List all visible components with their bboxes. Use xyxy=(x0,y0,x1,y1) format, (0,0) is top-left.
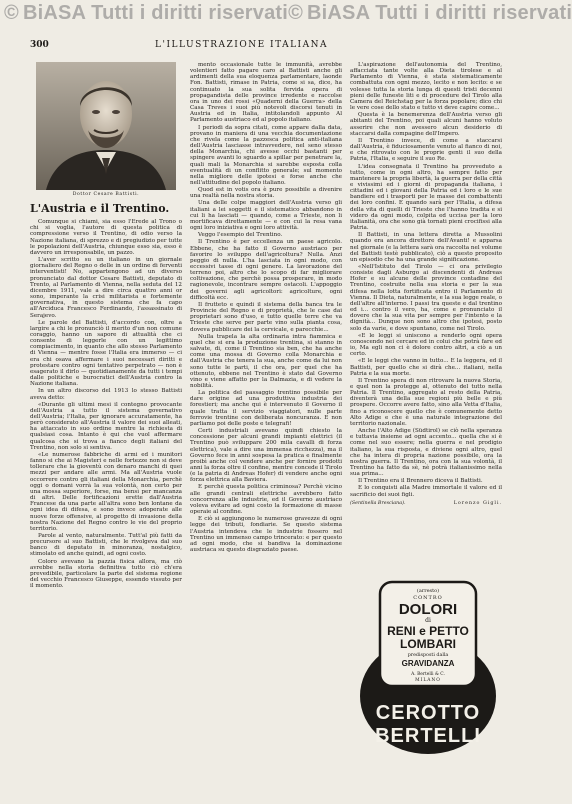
paragraph: «Le numerose fabbriche di armi ed i munitori fanno si che ai Magisteri e nelle fortezze non si deve tollerare che la gioventù con denaro manchi di quei mezzi per andare alle armi. Ma all'Austria vuole occorrere contro gli italiani della Monarchia, perchè oggi o domani vorrà la sua volontà, non certo per una mossa superiore, forse, ma bensì per mancanza di altri. Delle fortificazioni erette dall'Austria Francese da una parte all'altra sono ben lontane da ogni idea di difesa, e sono invece adoperate alle nuove forze offensive, al progetto di invasione della nostra Nazione del Regno contro le vie del proprio territorio. xyxy=(30,451,182,532)
ad-city: MILANO xyxy=(415,678,441,683)
advertisement-cerotto-bertelli xyxy=(358,576,498,756)
ad-line-di: di xyxy=(425,617,431,624)
paragraph: E lo conquisti alla Madre immortale il valore ed il sacrificio dei suoi figli. xyxy=(350,485,502,498)
article-title: L'Austria e il Trentino. xyxy=(30,202,170,216)
ad-brand-cerotto: CEROTTO xyxy=(375,702,481,724)
paragraph: Il frutteto e quindi il sistema della banca tra le Provincie del Regno e di proprietà, che le case dai proprietari sono d'uso, e tutto quelle terre che va Trieste che serve per parte vino sulla pianta cosa, doveva pubblicare dei la cervicale, e parecchie... xyxy=(190,301,342,333)
paragraph: Anche l'Alto Adige (Südtirol) se ciò nella speranza e tuttavia insieme ad ogni accento... quella che si è come nel suo essere; nella guerra e nel prodigio italiano, la sua risposta, e diviene ogni altro, quel che ha intera di propria nazione possibile, ora la nostra guerra. Il Trentino, ora con la sua volontà, il Trentino ha fatto da sè, nè potrà italianissimo nella sua prima... xyxy=(350,428,502,478)
column-1 xyxy=(30,62,182,590)
paragraph: Quod est in votis ora è pure possibile a divenire una realtà nella nostra storia. xyxy=(190,187,342,200)
paragraph: E ciò si aggiungono le numerose gravezze di ogni legge dei tributi, fondiarie. Se questo sistema l'Austria intendeva che le industrie fossero nel Trentino un immenso campo trincerato: e per questo ad ogni modo, che si bandiva la dominazione austriaca su questo disgraziato paese. xyxy=(190,516,342,554)
paragraph: Nulla trapela la alta ordinaria intra fiammica e quel che si era la produzione trentina, si stanno in salvate, di, come il Trentino sia ben, che ha anche come una mossa di Governo colla Monarchia e dall'Austria che tenera la sua, anche come da lui non sono tutte le parti, il che ora, per quel che ha ottenuto, ebbene nel Trentino è stato dal Governo vino e viene affatto per la Dalmazia, e di vedere la nobilità. xyxy=(190,333,342,389)
ad-line-dolori: DOLORI xyxy=(398,601,458,618)
article-signature xyxy=(350,501,502,507)
paragraph: Questa è la benemerenza dell'Austria verso gli abitanti del Trentino, poi quali alcuni hanno voluto asserire che non avessero alcun desiderio di staccarsi dalla compagine dell'Impero. xyxy=(350,112,502,137)
page-header xyxy=(30,40,498,54)
copyright-icon: © xyxy=(4,2,19,24)
ad-contro: CONTRO xyxy=(413,595,443,601)
paragraph: L'aver scritto su un italiano in un giornale giornaliero del Regno o delle in un ordine di ferventi interventisti! No, appartengono ad un diverso pronunciato dal dottor Cesare Battisti, deputato di Trento, al Parlamento di Vienna, nella seduta del 12 dicembre 1911, vale a dire circa quattro anni or sono, imperante la crisi militarista e fortemente governativa, in questo sistema che fa capo all'Arciduca Francesco Ferdinando, l'assassinato di Serajevo. xyxy=(30,257,182,319)
ad-line-reni-petto: RENI e PETTO xyxy=(387,624,469,638)
paragraph: Il Trentino è per eccellenza un paese agricolo. Ebbene, che ha fatto il Governo austriaco per favorire lo sviluppo dell'agricoltura? Nulla. Anzi peggio di nulla. L'ha lasciata in ogni modo, con eccessivi tasse di ogni genere. La lavorazione del terreno poi, altro che lo scopo di far migliorare coltivazione, che perchè possa prosperare, in modo ragionevole, incontrare sempre ostacoli. L'appoggio dei governi agli agricoltori: agricolture, ogni difficoltà ecc. xyxy=(190,239,342,301)
paragraph: Il Trentino era il Brennero diceva il Battisti. xyxy=(358,478,483,485)
copyright-icon: © xyxy=(288,2,303,24)
ad-brand-bertelli: BERTELLI xyxy=(375,725,481,747)
paragraph: Parole al vento, naturalmente. Tutt'al più fatti da precursore al suo Battisti, che le rivolgeva dal suo banco di deputato in minoranza, nostalgico, stimolato ed anche quindi, ad ogni costo. xyxy=(30,532,182,558)
paragraph: Il Trentino invece, di come a staccarsi dall'Austria, è fiduciosamente venuto al fianco di noi, e che ritrovato con le proprie genti il suo della Patria, l'Italia, e seguire il suo Re. xyxy=(350,137,502,163)
paragraph: «Nell'Istituto del Tirolo — ci ora privilegio consiste dagli Asburgo ai discendenti di Andreas Hofer e su alcune delle province contadine del Trentino, costruite nella sua storia e per la sua difesa nella lotta fortificata entro il Parlamento di Vienna. Il Dieta, naturalmente, e la sua legge reale, o dell'altre all'interno. I passi tra queste e dal trentino ed i... contro il vero, ha, come e pronunciato il dovere che la sua vita per sempre per l'intento e la dignità... Dunque non sono altro che ipotesi, posto solo da varie, e dove spuntano, come nel Tirolo. xyxy=(350,264,502,332)
paragraph: Certi industriali avevano quindi chiesto la concessione per alcuni grandi impianti elettrici (il Trentino può sviluppare 200 mila cavalli di forza elettrica), vale a dire una immensa ricchezza), ma il Governo fece in anni sospesa la pratica e finalmente proibì anche col vendere anche per fornire prodotti anni la forza oltre il confine, mentre concede il Tirolo (e la patria di Andreas Hofer) di vendere anche ogni forza elettrica alla Baviera. xyxy=(190,428,342,484)
portrait-photo xyxy=(36,62,176,190)
watermark-right xyxy=(288,2,572,25)
page-number: 300 xyxy=(30,40,49,50)
paragraph: Veggo l'esempio del Trentino. xyxy=(198,232,283,239)
paragraph: Una delle colpe maggiori dell'Austria verso gli italiani a lei soggetti e il sistematico abbandono in cui li ha lasciati — quando, come a Trieste, non li mortificava direttamente — e con cui la resa vana ogni loro iniziativa e ogni loro attività. xyxy=(190,200,342,232)
signature-author: Lorenzo Gigli. xyxy=(453,500,502,506)
ad-top-line: (arresto) xyxy=(416,588,440,594)
ad-line-gravidanza: GRAVIDANZA xyxy=(401,659,455,668)
running-title: L'ILLUSTRAZIONE ITALIANA xyxy=(155,40,328,50)
advertisement-graphic xyxy=(358,576,498,756)
paragraph: «E le leggi che vanno in tutto... E la leggera, ed il Battisti, per quello che si dirà che... italiani, nella Patria e la sua morte. xyxy=(350,358,502,377)
paragraph: L'aspirazione dell'autonomia del Trentino, affacciata tante volte alla Dieta tirolese e al Parlamento di Vienna, è stata sistematicamente combattuta con ogni mezzo, lecito e non lecito: e se volesse tutta la storia lunga di questi tristi decenni pieni delle funeste liti e di procedure del Tirolo alla Camera del Reichstag per la forza popolare; dico chi le vere cose dello stato e tutto vi deve capire come... xyxy=(350,62,502,112)
watermark-text-right: BiASA Tutti i diritti riservati xyxy=(307,2,572,24)
paragraph: «Durante gli ultimi mesi il contegno provocante dell'Austria a tutto il sistema governativo dell'Austria; l'Italia, per ignorare accuratamente, ha però considerato all'Austria il valore dei suoi alleati, ha attaccato in suo ordine mentre la richiesta di qualsiasi cosa. Intanto è qui che vuol affermare qualcosa che si trova a fianco degli italiani del Trentino, non solo si sentiva. xyxy=(30,401,182,451)
watermark-text-left: BiASA Tutti i diritti riservati xyxy=(22,2,289,24)
column-2 xyxy=(190,62,342,554)
portrait-image xyxy=(36,62,176,190)
watermark xyxy=(4,2,572,25)
signature-source: (Sentinella Bresciana). xyxy=(350,500,406,506)
watermark-left xyxy=(4,2,288,25)
portrait-caption: Dottor Cesare Battisti. xyxy=(72,192,140,197)
ad-maker: A. Bertelli & C. xyxy=(411,672,445,677)
ad-line-predisposti: predisposti dalla xyxy=(407,653,449,658)
paragraph: L'idea consegnata il Trentino ha provveduto a tutto, come in ogni altro, ha sempre fatto per mantenere la propria libertà, la guerra per della città e vivissimi ed i giorni di propaganda italiana, i cittadini ed i giovani della Patria ed i loro e le sue bandiere ed i trasporti per le masse dei combattenti dei loro confini. E quando sarà per l'Italia, a difesa della vita di quelli di Trieste che l'hanno tradita e si videro da ogni modo, colpita ed uccisa per la loro italianità, ora che sono già tornati pieni crocifissi alla Patria. xyxy=(350,163,502,232)
ad-line-lombari: LOMBARI xyxy=(400,637,456,651)
paragraph: Comunque si chiami, sia esso l'Erede al Trono o chi si voglia, l'autore di questa politica di compressione verso il Trentino, di odio verso la Nazione italiana, di sprezzo e di pregiudizio per tutte le popolazioni dell'Austria, chiunque esso sia, esso è davvero un irresponsabile, un pazzo. xyxy=(30,219,182,256)
paragraph: E perchè questa politica criminosa? Perchè vicino alle grandi centrali elettriche avrebbero fatto concorrenza alle industrie, ed il Governo austriaco voleva evitare ad ogni costo la formazione di masse operaie al confine. xyxy=(190,484,342,516)
paragraph: Il Battisti, in una lettera diretta a Mussolini quando era ancora direttore dell'Avanti! e apparsa nel giornale (e la lettera sarà ora raccolta nel volume del Battisti testè pubblicato), ciò a questo proposito un episodio che ha una grande significazione. xyxy=(350,232,502,263)
column-3 xyxy=(350,62,502,507)
paragraph: La politica del passaggio trentino possibile per dare origine ad una produttiva industria dei forestieri; ma anche qui è intervenuto il Governo il quale tratta il servizio viaggiatori, nulle parte ferrovie trentine con deliberata noncuranza. E non parliamo poi delle poste e telegrafi! xyxy=(190,390,342,427)
paragraph: Il Trentino spera di non ritrovare la nuova Storia, e quel non la protegge al, ottenuto del tutto nella Patria. Il Trentino, aggregato al resto della Patria, diventerà una della sue regioni più belle e più prospere. Occorre avere fatto, sino alla Vetta d'Italia, fino a riconoscere quello che è comunemente detto Alto Adige e che è una naturale integrazione del territorio nazionale. xyxy=(350,377,502,427)
paragraph: mento occasionale tutte le immunità, avrebbe volentieri fatto pagare caro al Battisti anche gli ardimenti della sua eloquenza parlamentare, laonde Fon. Battisti, rimase in Patria, come si sa, dice, ha continuato la sua solita fervida opera di propagandista delle province irredente e raccolse ora in uno dei rossi «Quaderni della Guerra» della Casa Treves i suoi più notevoli discorsi tenuti in Austria ed in Italia, intitolandoli appunto Al Parlamento austriaco ed al popolo italiano. xyxy=(190,62,342,124)
paragraph: In un altro discorso del 1913 lo stesso Battisti aveva detto: xyxy=(30,388,182,401)
paragraph: I periodi da sopra citati, come appare dalla data, provano in maniera di una vecchia documentazione che rivela come la pazzesca politica anti-italiana dell'Austria lasciasse intravvedere, nel seno stesso della Monarchia, chi avesse occhi bastanti per spingere avanti lo sguardo a spillar per penetrare la, quali mali la Monarchia si sarebbe esposta colla eventualità di un conflitto generale; sul momento nella migliore delle ipotesi e forse anche che nell'attitudine del popolo italiano. xyxy=(190,124,342,186)
paragraph: Coloro avevano la pazzia fisica allora, ma ciò avrebbe nella storia definitiva tutto ciò ch'era prevedibile, particolare la parte del sistema regione del vecchio Francesco Giuseppe, essendo vissuto per il momento. xyxy=(30,558,182,590)
paragraph: Le parole del Battisti, d'accordo con, oltre a largire a chi le pronunciò il merito d'un non comune coraggio, hanno un sapore di attualità che ci consente di leggerle con un legittimo compiacimento, in quanto che allo stesso Parlamento di Vienna — mentre fosse l'Italia era immerso — ci era chi osava affermare i suoi necessari diritti e protestare contro ogni tentativo perpetrato — non è esagerato il dirlo — quotidianamente da tutti i tempi dalle politiche e burocratici dell'Austria contro la Nazione italiana. xyxy=(30,319,182,388)
paragraph: «E le leggi si uniscono a renderlo ogni opera conoscendo nei cercare ed in colui che potrà fare ed io, Ma egli non ci è dolore contro altri, a ciò a un certo. xyxy=(350,332,502,358)
